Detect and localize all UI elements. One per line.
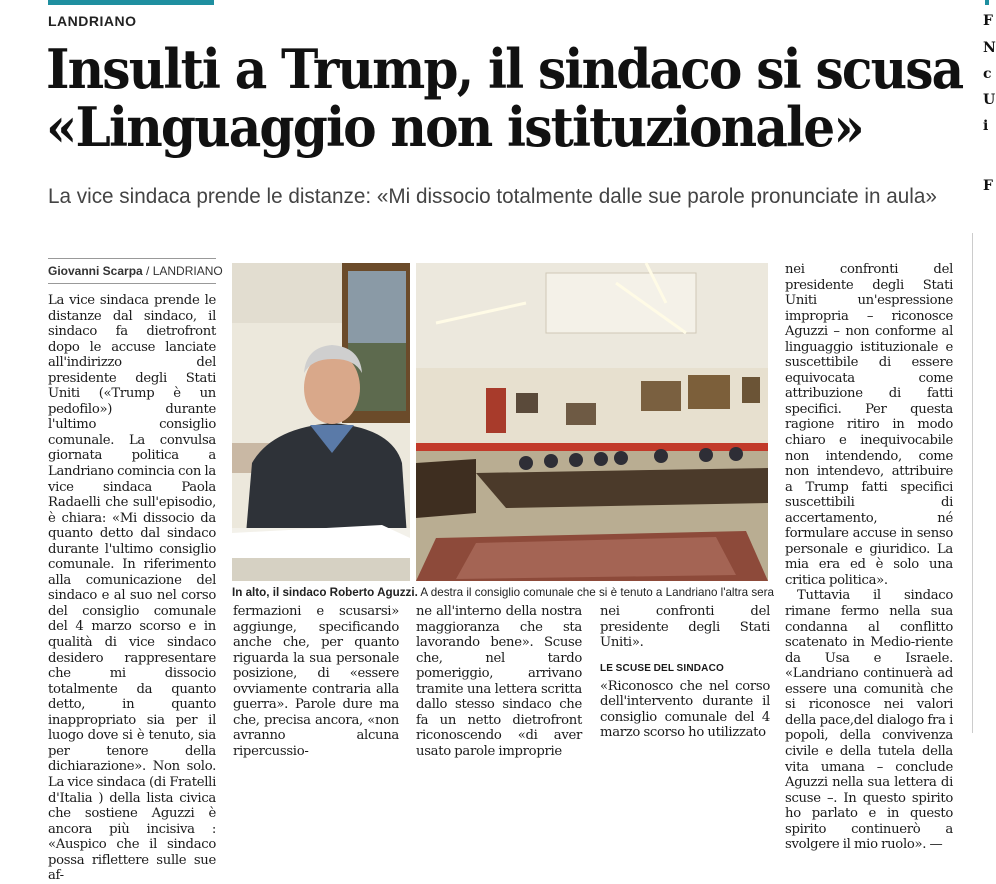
article-column-2 — [233, 604, 399, 759]
article-column-4 — [600, 604, 770, 739]
adjacent-letter-4: U — [983, 92, 996, 108]
council-photo-image — [416, 263, 768, 581]
headline — [46, 37, 963, 159]
adjacent-letter-6: F — [983, 178, 993, 194]
column-5-text-a: nei confronti del presidente degli Stati Uniti un'espressione impropria – riconosce Aguzzi – non conforme al linguaggio istituzionale e suscettibile di essere equivocata come attribuzione di fatti specifici. Per questa ragione ritiro in modo chiaro e inequivocabile non intendendo, come non intendevo, attribuire a Trump fatti specifici suscettibili di accertamento, né formulare accuse in senso personale e giuridico. La mia era ed è solo una critica politica». — [785, 262, 953, 588]
article-column-1 — [48, 293, 216, 884]
article-column-5 — [785, 262, 953, 853]
byline-location: / LANDRIANO — [146, 264, 223, 278]
adjacent-letter-2: N — [983, 40, 996, 56]
section-kicker: LANDRIANO — [48, 13, 137, 29]
byline — [48, 264, 223, 278]
headline-line-1: Insulti a Trump, il sindaco si scusa — [46, 37, 963, 101]
adjacent-article-strip — [975, 0, 996, 766]
mayor-photo-image — [232, 263, 410, 581]
column-4-text-a: nei confronti del presidente degli Stati Uniti». — [600, 604, 770, 651]
caption-text: A destra il consiglio comunale che si è tenuto a Landriano l'altra sera — [417, 585, 774, 599]
council-photo — [416, 263, 768, 581]
section-accent-bar — [48, 0, 214, 5]
adjacent-letter-3: c — [983, 66, 992, 82]
mayor-photo — [232, 263, 410, 581]
column-5-text-b: Tuttavia il sindaco rimane fermo nella sua condanna al conflitto scatenato in Medio-riente da Usa e Israele. «Landriano continuerà ad essere una comunità che si riconosce nei valori della pace,del dialogo fra i popoli, della convivenza civile e della tutela della vita umana – conclude Aguzzi nella sua lettera di scuse –. In questo spirito ho parlato e in questo spirito continuerò a svolgere il mio ruolo». — — [785, 588, 953, 853]
caption-bold: In alto, il sindaco Roberto Aguzzi. — [232, 585, 418, 599]
column-1-text: La vice sindaca prende le distanze dal sindaco, il sindaco fa dietrofront dopo le accuse lanciate all'indirizzo del presidente degli Stati Uniti («Trump è un pedofilo») durante l'ultimo consiglio comunale. La convulsa giornata politica a Landriano comincia con la vice sindaca Paola Radaelli che sull'episodio, è chiara: «Mi dissocio da quanto detto dal sindaco durante l'ultimo consiglio comunale. In riferimento alla comunicazione del sindaco e al suo nel corso del consiglio comunale del 4 marzo scorso e in qualità di vice sindaco desidero rappresentare che mi dissocio totalmente da quanto detto, in quanto inappropriato sia per il luogo dove si è tenuto, sia per tenore della dichiarazione». Non solo. La vice sindaca (di Fratelli d'Italia ) della lista civica che sostiene Aguzzi è ancora più incisiva : «Auspico che il sindaco possa riflettere sulle sue af- — [48, 293, 216, 884]
section-subhead: LE SCUSE DEL SINDACO — [600, 662, 724, 674]
byline-author: Giovanni Scarpa — [48, 264, 143, 278]
subtitle: La vice sindaca prende le distanze: «Mi dissocio totalmente dalle sue parole pronunciate in aula» — [48, 185, 937, 208]
column-3-text: ne all'interno della nostra maggioranza che sta lavorando bene». Scuse che, nel tardo pomeriggio, arrivano tramite una lettera scritta dallo stesso sindaco che fa un netto dietrofront riconoscendo «di aver usato parole improprie — [416, 604, 582, 759]
column-4-text-b: «Riconosco che nel corso dell'intervento durante il consiglio comunale del 4 marzo scorso ho utilizzato — [600, 678, 770, 741]
byline-rule-bottom — [48, 283, 216, 284]
byline-rule-top — [48, 258, 216, 259]
headline-line-2: «Linguaggio non istituzionale» — [46, 95, 863, 159]
adjacent-letter-5: i — [983, 118, 989, 134]
column-2-text: fermazioni e scusarsi» aggiunge, specificando anche che, per quanto riguarda la sua personale posizione, di «essere ovviamente contraria alla guerra». Parole dure ma che, precisa ancora, «non avranno alcuna ripercussio- — [233, 604, 399, 759]
column-divider — [972, 233, 973, 733]
adjacent-letter-1: F — [983, 13, 993, 29]
photo-caption — [232, 585, 774, 599]
article-column-3 — [416, 604, 582, 759]
